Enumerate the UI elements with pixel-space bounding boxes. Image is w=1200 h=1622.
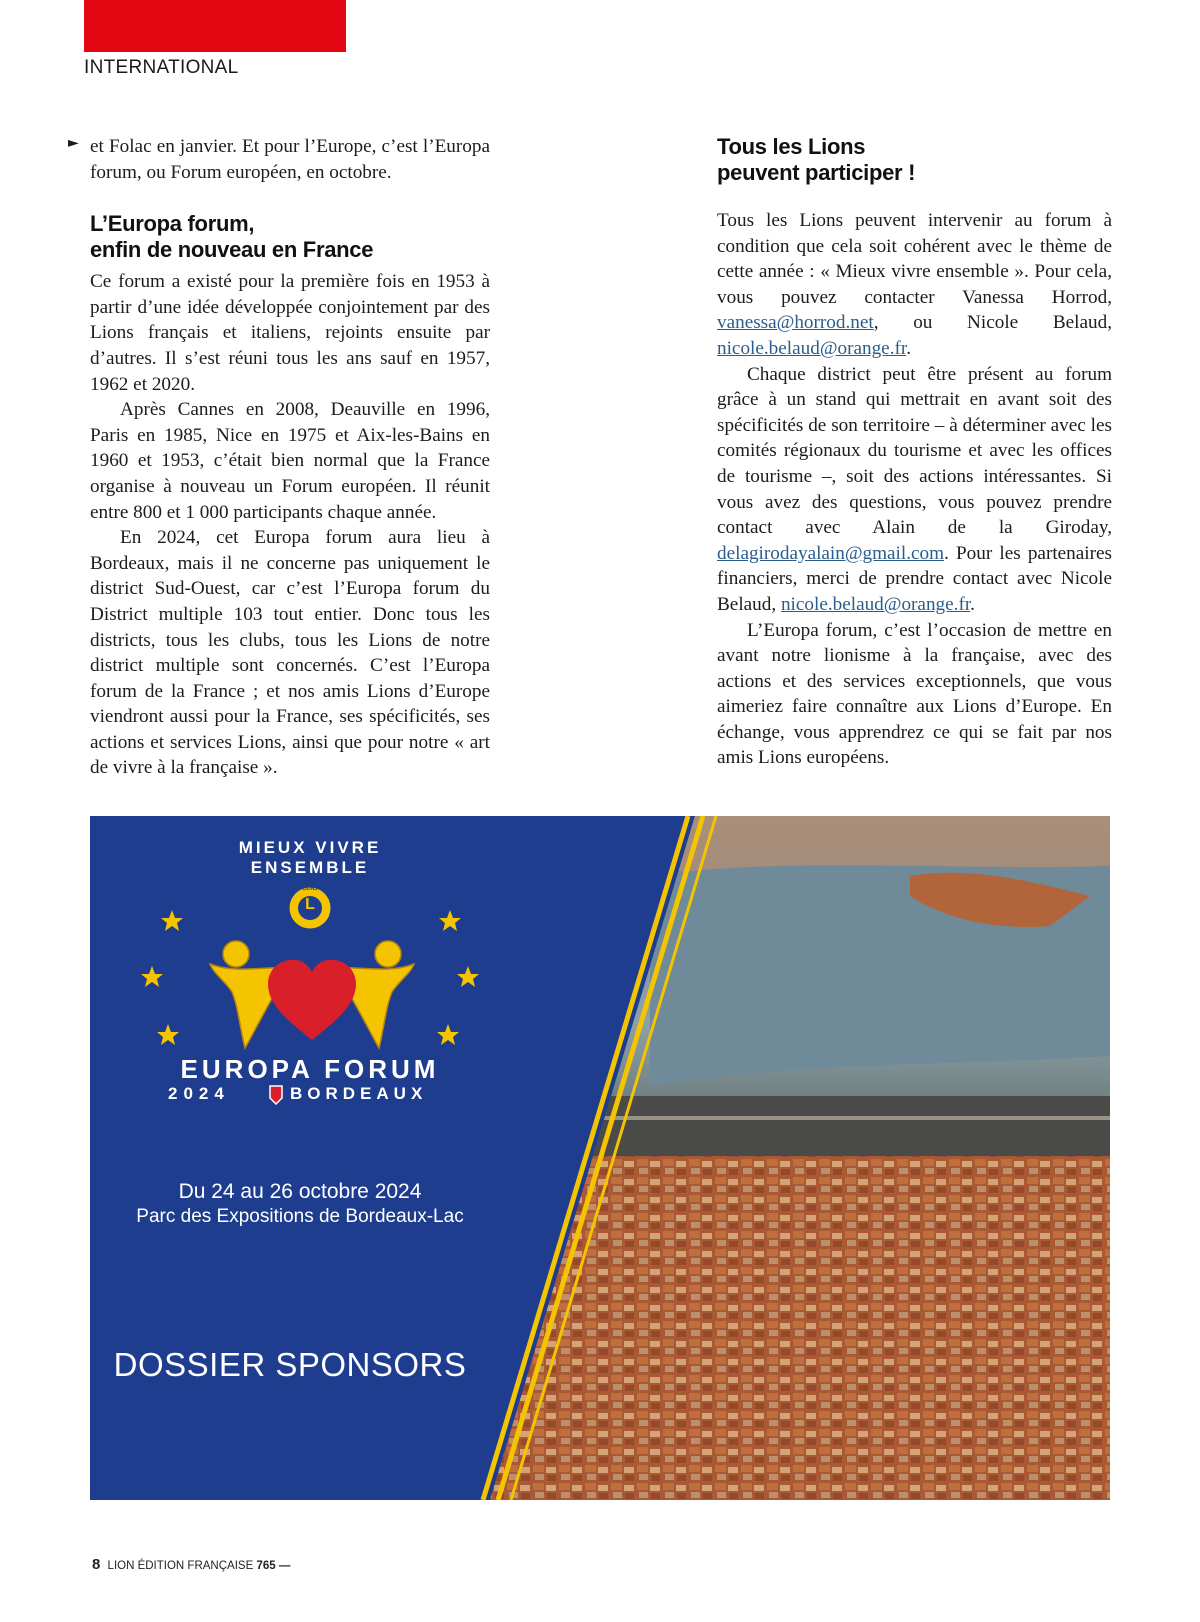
right-paragraph-3: L’Europa forum, c’est l’occasion de mettre en avant notre lionisme à la française, avec des actions et des services exceptionnels, que vous aimeriez faire connaître aux Lions d’Europe. En échange, vous apprendrez ce qui se fait par nos amis Lions européens. [717,619,1112,769]
left-column [68,134,490,781]
email-link-vanessa[interactable]: vanessa@horrod.net [717,312,874,334]
page-footer [92,1556,290,1573]
lions-logo-ring-text: LIONS [302,886,318,892]
continuation-arrow-icon: ► [68,135,79,151]
email-link-alain[interactable]: delagirodayalain@gmail.com [717,542,945,564]
right-paragraph-2-text-a: Chaque district peut être présent au forum grâce à un stand qui mettrait en avant soit des spécificités de son territoire – à déterminer avec les comités régionaux du tourisme et avec les offices de tourisme –, soit des actions intéressantes. Si vous avez des questions, vous pouvez prendre contact avec Alain de la Giroday, [717,363,1112,539]
section-color-band [84,0,346,52]
lions-logo-letter: L [305,896,315,913]
email-link-nicole[interactable]: nicole.belaud@orange.fr [717,337,907,359]
right-paragraph-1 [717,208,1112,362]
magazine-name: LION ÉDITION FRANÇAISE [107,1560,254,1572]
right-paragraph-1-text-c: . [906,337,912,359]
section-label: INTERNATIONAL [84,57,239,78]
left-heading [90,211,490,263]
right-paragraph-1-text-a: Tous les Lions peuvent intervenir au forum à condition que cela soit cohérent avec le thème de cette année : « Mieux vivre ensemble ». Pour cela, vous pouvez contacter Vanessa Horrod, [717,210,1112,308]
right-paragraph-2-text-c: . [970,593,975,615]
right-paragraph-2 [717,362,1112,618]
right-heading [717,134,1112,186]
left-paragraph-2: Après Cannes en 2008, Deauville en 1996, Paris en 1985, Nice en 1975 et Aix-les-Bains en 1960 et 1953, c’était bien normal que la France organise à nouveau un Forum européen. Il réunit entre 800 et 1 000 participants chaque année. [90,399,490,523]
issue-number: 765 [256,1560,276,1572]
right-paragraph-2-text-b: . Pour les partenaires financiers, merci de prendre contact avec Nicole Belaud, [717,542,1112,615]
left-paragraph-3: En 2024, cet Europa forum aura lieu à Bordeaux, mais il ne concerne pas uniquement le district Sud-Ouest, car c’est l’Europa forum du District multiple 103 tout entier. Donc tous les districts, tous les clubs, tous les Lions de notre district multiple sont concernés. C’est l’Europa forum de la France ; et nos amis Lions d’Europe viendront aussi pour la France, ses spécificités, ses actions et services Lions, ainsi que pour notre « art de vivre à la française ». [90,527,490,779]
europa-forum-banner [90,816,1110,1500]
lead-paragraph: et Folac en janvier. Et pour l’Europe, c’est l’Europa forum, ou Forum européen, en octobre. [90,136,490,183]
left-paragraph-1: Ce forum a existé pour la première fois en 1953 à partir d’une idée développée conjointement par des Lions français et italiens, rejoints ensuite par d’autres. Il s’est réuni tous les ans sauf en 1957, 1962 et 2020. [90,271,490,395]
event-city: BORDEAUX [290,1084,428,1103]
footer-dash: — [278,1560,291,1572]
event-dates: Du 24 au 26 octobre 2024 [178,1180,422,1203]
event-name: EUROPA FORUM [180,1054,440,1084]
sponsors-cta: DOSSIER SPONSORS [113,1346,467,1383]
event-year: 2024 [168,1084,230,1103]
right-column [717,134,1112,771]
left-heading-line1: L’Europa forum, [90,211,255,237]
email-link-nicole-2[interactable]: nicole.belaud@orange.fr [780,593,971,615]
right-heading-line2: peuvent participer ! [717,160,916,185]
right-paragraph-1-text-b: , ou Nicole Belaud, [873,312,1112,334]
banner-artwork [90,816,1110,1500]
left-heading-line2: enfin de nouveau en France [90,237,374,263]
page-number: 8 [92,1556,101,1573]
event-venue: Parc des Expositions de Bordeaux-Lac [136,1206,464,1227]
right-heading-line1: Tous les Lions [717,134,866,159]
logo-arc-text: MIEUX VIVRE ENSEMBLE [238,838,382,877]
